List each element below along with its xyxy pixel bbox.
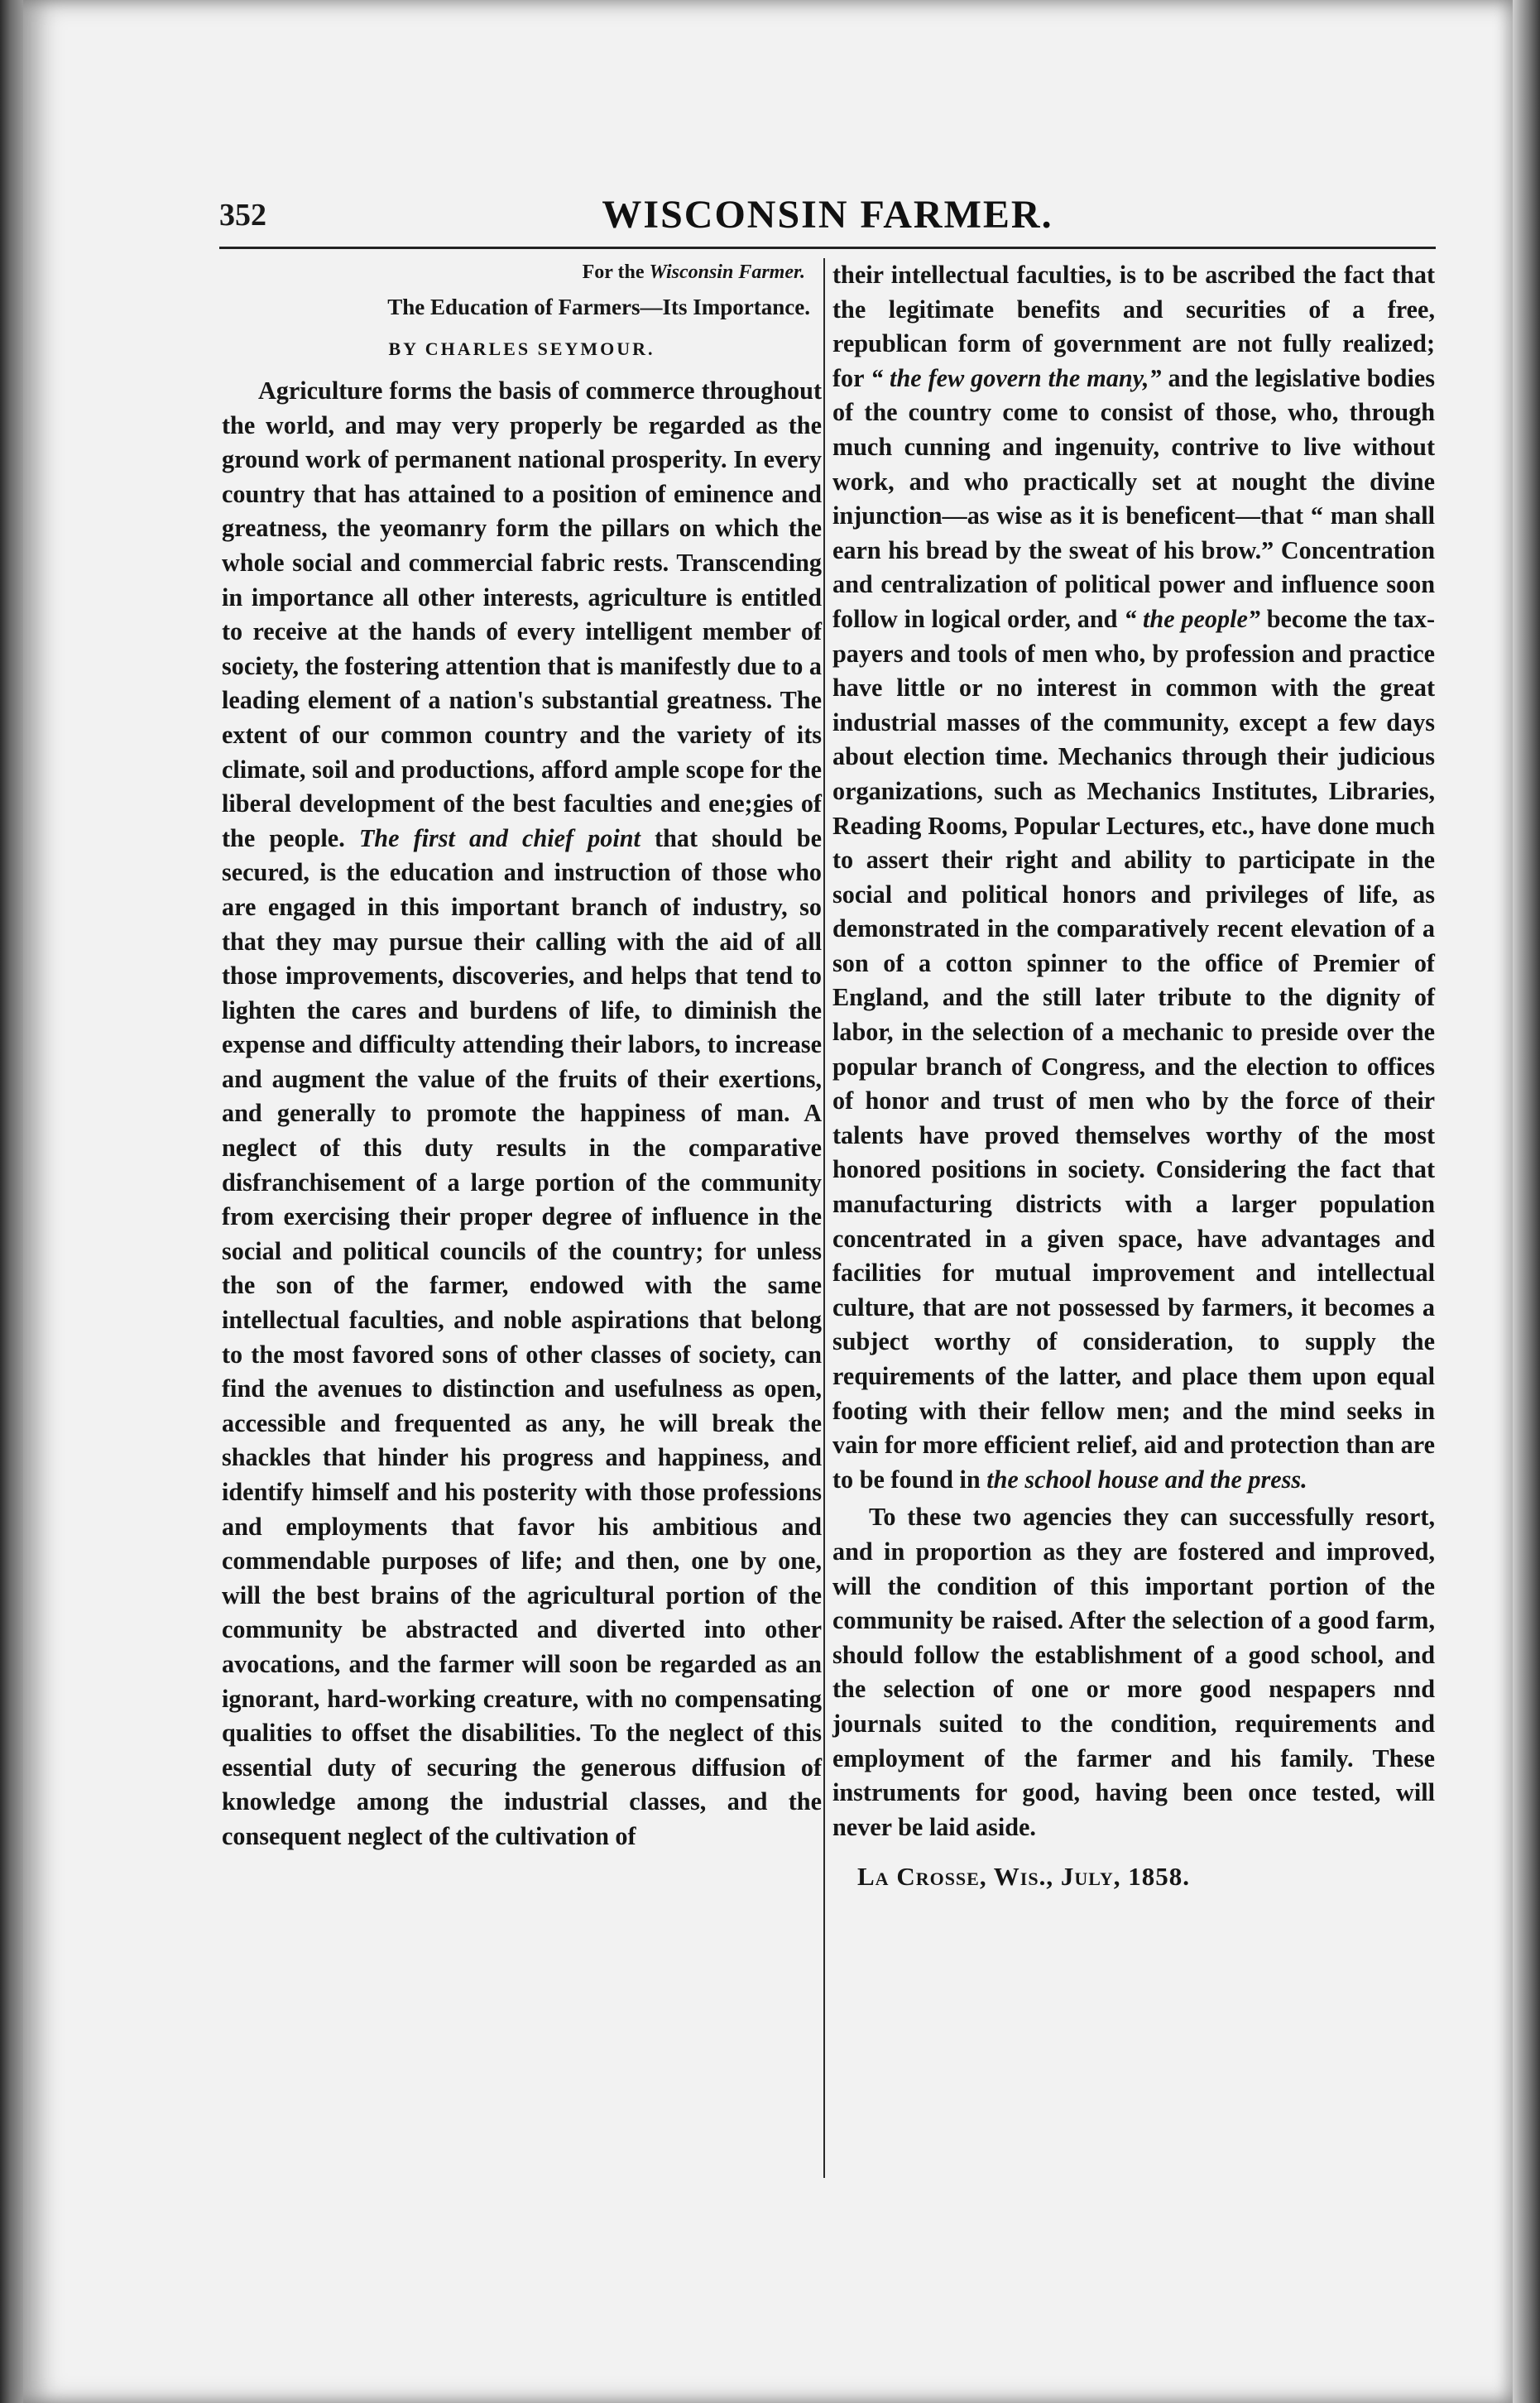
emphasized-text: the school house and the press. — [986, 1465, 1307, 1494]
page-edge-shadow — [1513, 0, 1540, 2403]
header-rule — [219, 247, 1436, 249]
page-header — [219, 192, 1436, 242]
page-number: 352 — [219, 198, 266, 233]
running-title: WISCONSIN FARMER. — [602, 193, 1053, 237]
text-run: their intellectual faculties, is to be ascribed the fact that the legitimate benefits and securities of a free, republican form of government are not fully realized; for — [832, 261, 1435, 392]
right-column-body — [832, 258, 1435, 1844]
article-sign-off: La Crosse, Wis., July, 1858. — [857, 1862, 1191, 1892]
left-column — [222, 258, 822, 1854]
article-paragraph — [832, 1500, 1435, 1844]
source-publication: Wisconsin Farmer. — [649, 261, 805, 283]
article-byline: BY CHARLES SEYMOUR. — [388, 338, 655, 359]
article-source — [222, 258, 822, 286]
text-run: and the legislative bodies of the country come to consist of those, who, through much cunning and ingenuity, contrive to live without work, and who practically set at nought the divine injunction—as wise as it is beneficent—that “ man shall earn his bread by the sweat of his brow.” Concentration and centralization of political power and influence soon follow in logical order, and — [832, 363, 1436, 633]
book-spine-shadow — [0, 0, 23, 2403]
article-paragraph — [222, 374, 822, 1854]
emphasized-text: The first and chief point — [358, 823, 640, 852]
emphasized-text: “ the people” — [1124, 604, 1260, 633]
text-run: become the tax-payers and tools of men who, by profession and practice have little or no interest in common with the great industrial masses of the community, except a few days about election time. Mechanics through their judicious organizations, such as Mechanics Institutes, Libraries, Reading Rooms, Popular Lectures, etc., have done much to assert their right and ability to participate in the social and political honors and privileges of life, as demonstrated in the comparatively recent elevation of a son of a cotton spinner to the office of Premier of England, and the still later tribute to the dignity of labor, in the selection of a mechanic to preside over the popular branch of Congress, and the election to offices of honor and trust of men who by the force of their talents have proved themselves worthy of the most honored positions in society. Considering the fact that manufacturing districts with a larger population concentrated in a given space, have advantages and facilities for mutual improvement and intellectual culture, that are not possessed by farmers, it becomes a subject worthy of consideration, to supply the requirements of the latter, and place them upon equal footing with their fellow men; and the mind seeks in vain for more efficient relief, aid and protection than are to be found in — [832, 604, 1436, 1494]
article-paragraph — [832, 258, 1435, 1497]
source-prefix: For the — [582, 261, 645, 283]
left-column-body — [222, 374, 822, 1854]
emphasized-text: “ the few govern the many,” — [870, 363, 1162, 392]
text-run: that should be secured, is the education and instruction of those who are engaged in this important branch of industry, so that they may pursue their calling with the aid of all those improvements, discoveries, and helps that tend to lighten the cares and burdens of life, to diminish the expense and difficulty attending their labors, to increase and augment the value of the fruits of their exertions, and generally to promote the happiness of man. A neglect of this duty results in the comparative disfranchisement of a large portion of the community from exercising their proper degree of influence in the social and political councils of the country; for unless the son of the farmer, endowed with the same intellectual faculties, and noble aspirations that belong to the most favored sons of other classes of society, can find the avenues to distinction and usefulness as open, accessible and frequented as any, he will break the shackles that hinder his progress and happiness, and identify himself and his posterity with those professions and employments that favor his ambitious and commendable purposes of life; and then, one by one, will the best brains of the agricultural portion of the community be abstracted and diverted into other avocations, and the farmer will soon be regarded as an ignorant, hard-working creature, with no compensating qualities to offset the disabilities. To the neglect of this essential duty of securing the generous diffusion of knowledge among the industrial classes, and the consequent neglect of the cultivation of — [222, 823, 822, 1850]
text-run: Agriculture forms the basis of commerce throughout the world, and may very properly be regarded as the ground work of permanent national prosperity. In every country that has attained to a position of eminence and greatness, the yeomanry form the pillars on which the whole social and commercial fabric rests. Transcending in importance all other interests, agriculture is entitled to receive at the hands of every intelligent member of society, the fostering attention that is manifestly due to a leading element of a nation's substantial greatness. The extent of our common country and the variety of its climate, soil and productions, afford ample scope for the liberal development of the best faculties and ene;gies of the people. — [222, 377, 822, 852]
column-divider — [823, 258, 825, 2178]
right-column — [832, 258, 1435, 1894]
article-title: The Education of Farmers—Its Importance. — [387, 295, 810, 319]
text-run: To these two agencies they can successfully resort, and in proportion as they are fostered and improved, will the condition of this important portion of the community be raised. After the selection of a good farm, should follow the establishment of a good school, and the selection of one or more good nespapers nnd journals suited to the condition, requirements and employment of the farmer and his family. These instruments for good, having been once tested, will never be laid aside. — [832, 1503, 1435, 1841]
